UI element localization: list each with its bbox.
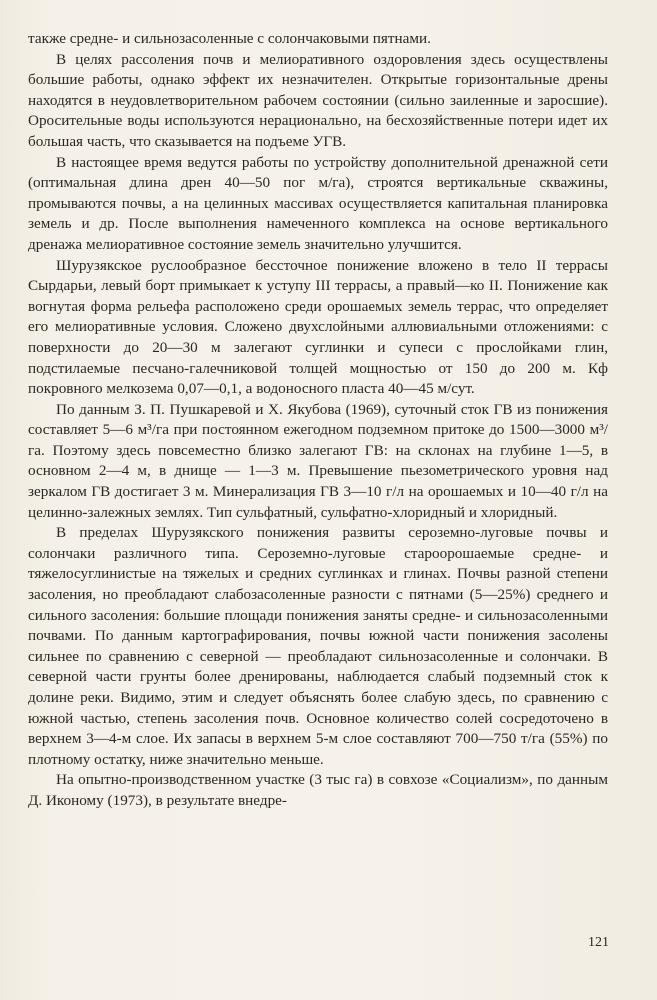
paragraph-shuruzyak-depression: Шурузякское руслообразное бессточное понижение вложено в тело II террасы Сырдарьи, левый борт примыкает к уступу III террасы, а правый—ко II. Понижение как вогнутая форма рельефа расположено среди орошаемых земель террас, что определяет его мелиоративные условия. Сложено двухслойными аллювиальными отложениями: с поверхности до 20—30 м залегают суглинки и супеси с прослойками глин, подстилаемые песчано-галечниковой толщей мощностью от 150 до 200 м. Кф покровного мелкозема 0,07—0,1, а водоносного пласта 40—45 м/сут. <box>28 256 608 398</box>
page-number: 121 <box>588 935 609 950</box>
paragraph-groundwater: По данным З. П. Пушкаревой и Х. Якубова (1969), суточный сток ГВ из понижения составляет 5—6 м³/га при постоянном ежегодном подземном притоке до 1500—3000 м³/га. Поэтому здесь повсеместно близко залегают ГВ: на склонах на глубине 1—5, в основном 2—4 м, в днище — 1—3 м. Превышение пьезометрического уровня над зеркалом ГВ достигает 3 м. Минерализация ГВ 3—10 г/л на орошаемых и 10—40 г/л на целинно-залежных землях. Тип сульфатный, сульфатно-хлоридный и хлоридный. <box>28 400 608 521</box>
paragraph-soils: В пределах Шурузякского понижения развиты сероземно-луговые почвы и солончаки различного типа. Сероземно-луговые староорошаемые средне- и тяжелосуглинистые на тяжелых и средних суглинках и глинах. Почвы разной степени засоления, но преобладают слабозасоленные разности с пятнами (5—25%) среднего и сильного засоления: большие площади понижения заняты средне- и сильнозасоленными почвами. По данным картографирования, почвы южной части понижения засолены сильнее по сравнению с северной — преобладают сильнозасоленные и солончаки. В северной части грунты более дренированы, наблюдается слабый подземный сток к долине реки. Видимо, этим и следует объяснять более слабую здесь, по сравнению с южной частью, степень засоления почв. Основное количество солей сосредоточено в верхнем 3—4-м слое. Их запасы в верхнем 5-м слое составляют 700—750 т/га (55%) по плотному остатку, ниже значительно меньше. <box>28 524 608 768</box>
paragraph-current-works: В настоящее время ведутся работы по устройству дополнительной дренажной сети (оптимальная длина дрен 40—50 пог м/га), строятся вертикальные скважины, промываются почвы, а на целинных массивах осуществляется капитальная планировка земель и др. После выполнения намеченного комплекса на основе вертикального дренажа мелиоративное состояние земель значительно улучшится. <box>28 153 608 253</box>
paragraph-experimental-plot: На опытно-производственном участке (3 тыс га) в совхозе «Социализм», по данным Д. Иконому (1973), в результате внедре- <box>28 771 608 809</box>
paragraph-drainage-works: В целях рассоления почв и мелиоративного оздоровления здесь осуществлены большие работы, однако эффект их незначителен. Открытые горизонтальные дрены находятся в неудовлетворительном рабочем состоянии (сильно заиленные и заросшие). Оросительные воды используются нерационально, на бесхозяйственные потери идет их большая часть, что сказывается на подъеме УГВ. <box>28 50 608 150</box>
body-text <box>28 29 608 812</box>
paragraph-continuation: также средне- и сильнозасоленные с солончаковыми пятнами. <box>28 30 431 47</box>
